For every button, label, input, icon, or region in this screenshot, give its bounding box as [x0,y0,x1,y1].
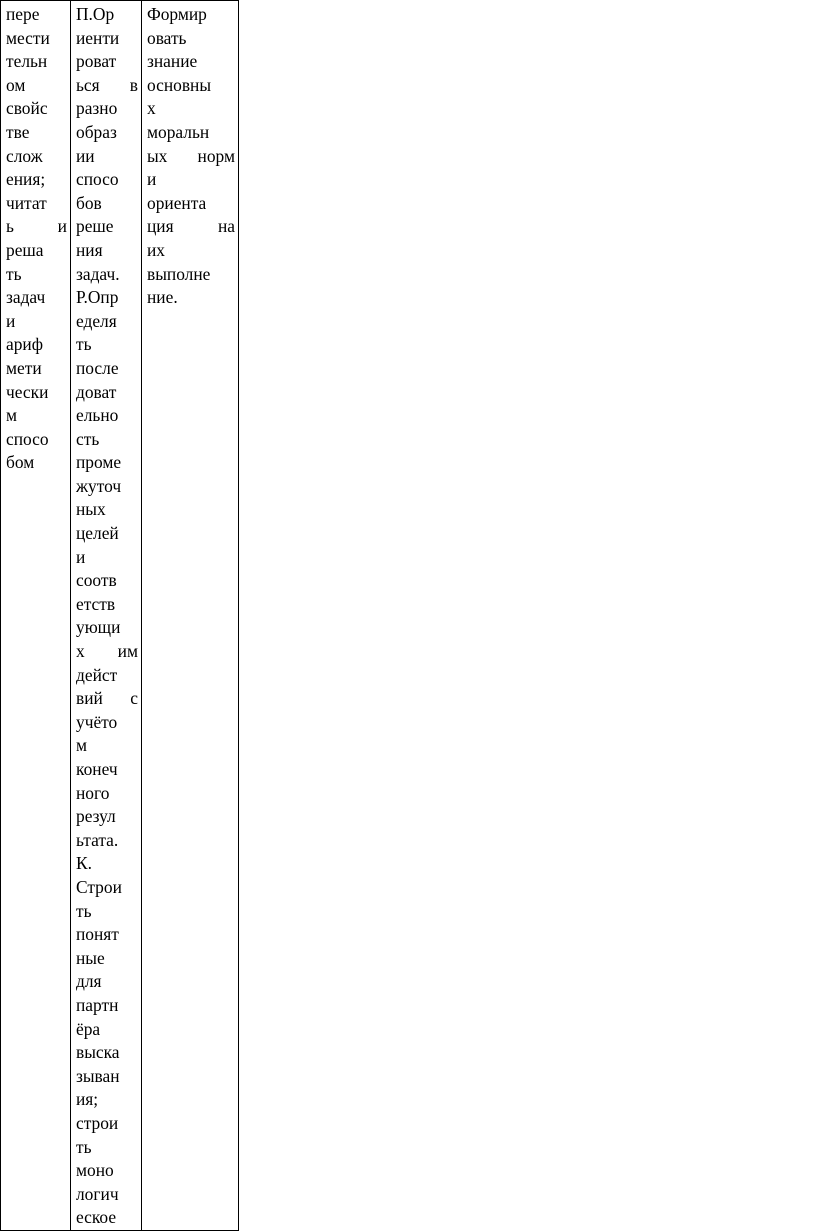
cell-text-line: свойс [6,98,48,119]
cell-text-line: ься в [76,74,138,95]
cell-text-line: моральн [147,121,210,142]
cell-text-line: х им [76,641,138,662]
cell-text-line: ии [76,145,95,166]
cell-text-line: тельн [6,51,48,72]
cell-text-line: мети [6,357,42,378]
cell-text-line: моно [76,1160,114,1181]
cell-meta-skills [71,1,142,1231]
cell-text-line: логич [76,1183,119,1204]
cell-text-line: бов [76,192,102,213]
cell-text-line: для [76,971,102,992]
cell-text-line: еское [76,1207,117,1228]
cell-text-line: целей [76,523,119,544]
cell-text-line: ть [6,263,22,284]
cell-text-line: м [6,405,18,426]
cell-text-line: ориента [147,192,207,213]
cell-text-line: сть [76,428,100,449]
cell-text-line: соотв [76,570,117,591]
cell-text-line: ть [76,1136,92,1157]
cell-text-line: выполне [147,263,211,284]
cell-text-line: ть [76,900,92,921]
cell-text-line: вий с [76,688,138,709]
cell-text-line: реша [6,239,44,260]
cell-text-line: ние. [147,287,178,308]
cell-text-line: ариф [6,334,43,355]
cell-text-line: и [76,546,86,567]
cell-text-line: ных [76,499,106,520]
cell-text-line: овать [147,27,187,48]
cell-text-line: тве [6,121,30,142]
cell-text-line: ия; [76,1089,99,1110]
cell-text-line: учёто [76,711,118,732]
cell-text-line: разно [76,98,118,119]
cell-text-line: К. [76,853,92,874]
cell-text-line: роват [76,51,117,72]
cell-text-line: слож [6,145,43,166]
cell-text-line: мести [6,27,50,48]
cell-text-line: образ [76,121,117,142]
cell-text-line: спосо [6,428,49,449]
cell-text-line: выска [76,1042,120,1063]
cell-text-line: ция на [147,216,235,237]
cell-text-line: еделя [76,310,117,331]
cell-text-line: ного [76,782,110,803]
cell-text-line: Формир [147,4,207,24]
cell-text-line: ения; [6,169,46,190]
cell-text-line: х [147,98,156,119]
cell-text-line: и [6,310,16,331]
cell-text-line: Строи [76,876,122,897]
cell-text-line: знание [147,51,198,72]
cell-text-line: партн [76,994,119,1015]
cell-text-line: зыван [76,1065,120,1086]
cell-text-line: их [147,239,166,260]
cell-text-line: чески [6,381,49,402]
cell-text-line: строи [76,1112,119,1133]
cell-text-line: П.Ор [76,4,115,24]
cell-text-line: основны [147,74,212,95]
cell-text-line: после [76,357,119,378]
cell-text-line: м [76,735,88,756]
content-table [0,0,239,1231]
cell-text-line: проме [76,452,122,473]
table-row [1,1,239,1231]
cell-text-line: ьтата. [76,829,119,850]
cell-text-line: жуточ [76,475,122,496]
cell-text-line: резул [76,806,116,827]
cell-text-line: ь и [6,216,67,237]
cell-text-line: ные [76,947,105,968]
cell-text-line: понят [76,924,119,945]
cell-text-line: ния [76,239,103,260]
cell-learning-objective [1,1,71,1231]
cell-text-line: иенти [76,27,120,48]
cell-text-line: реше [76,216,114,237]
cell-text-line: задач [6,287,46,308]
cell-text-line: ёра [76,1018,101,1039]
cell-text-line: ующи [76,617,121,638]
cell-text-line: етств [76,593,116,614]
cell-text-line: дейст [76,664,118,685]
cell-text-line: бом [6,452,35,473]
cell-text-line: пере [6,4,40,24]
cell-text-line: Р.Опр [76,287,119,308]
cell-text-line: ых норм [147,145,235,166]
cell-text-line: и [147,169,157,190]
cell-text-line: доват [76,381,117,402]
cell-personal-results [142,1,239,1231]
cell-text-line: ом [6,74,26,95]
cell-text-line: задач. [76,263,120,284]
cell-text-line: ть [76,334,92,355]
cell-text-line: ельно [76,405,119,426]
cell-text-line: спосо [76,169,119,190]
cell-text-line: конеч [76,759,118,779]
cell-text-line: читат [6,192,47,213]
